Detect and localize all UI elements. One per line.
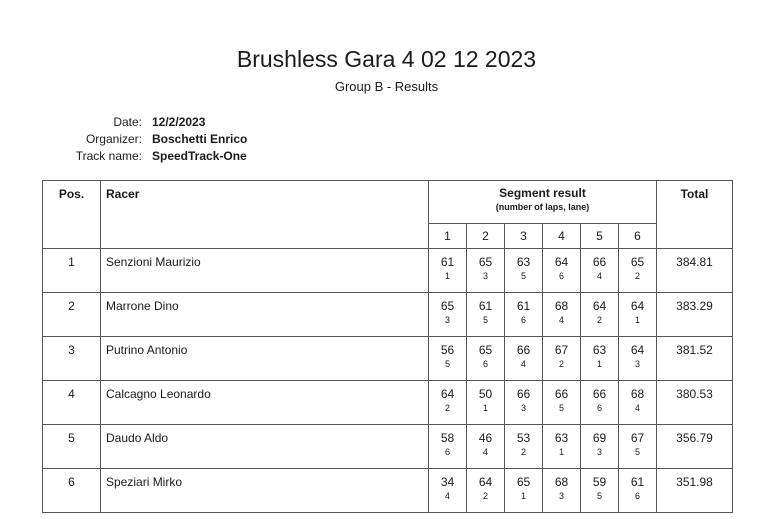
lane-value: 5: [596, 491, 602, 501]
segment-subtitle: (number of laps, lane): [495, 202, 590, 212]
segment-cell: [619, 337, 657, 381]
racer-name-cell: Calcagno Leonardo: [101, 381, 429, 425]
table-row: [43, 249, 733, 293]
segment-number-4: 4: [543, 224, 581, 249]
document-subtitle: Group B - Results: [334, 79, 439, 94]
laps-value: 46: [478, 431, 493, 445]
segment-cell: [543, 337, 581, 381]
segment-cell: [467, 381, 505, 425]
segment-cell: [467, 469, 505, 513]
segment-cell: [581, 337, 619, 381]
laps-value: 63: [592, 343, 607, 357]
segment-cell: [619, 381, 657, 425]
lane-value: 3: [634, 359, 640, 369]
lane-value: 2: [482, 491, 488, 501]
lane-value: 4: [558, 315, 564, 325]
segment-cell: [429, 381, 467, 425]
lane-value: 5: [634, 447, 640, 457]
position-cell: 4: [43, 381, 101, 425]
segment-cell: [581, 381, 619, 425]
segment-cell: [505, 249, 543, 293]
laps-value: 66: [554, 387, 569, 401]
laps-value: 58: [440, 431, 455, 445]
racer-name-cell: Putrino Antonio: [101, 337, 429, 381]
segment-cell: [429, 293, 467, 337]
laps-value: 68: [554, 475, 569, 489]
lane-value: 4: [444, 491, 450, 501]
segment-cell: [429, 469, 467, 513]
laps-value: 66: [516, 387, 531, 401]
lane-value: 5: [444, 359, 450, 369]
segment-title: Segment result: [499, 186, 586, 200]
segment-cell: [581, 293, 619, 337]
total-cell: 384.81: [657, 249, 733, 293]
lane-value: 3: [444, 315, 450, 325]
racer-name-cell: Daudo Aldo: [101, 425, 429, 469]
lane-value: 1: [520, 491, 526, 501]
laps-value: 66: [592, 255, 607, 269]
organizer-label: Organizer:: [85, 132, 142, 146]
laps-value: 63: [516, 255, 531, 269]
laps-value: 64: [630, 343, 645, 357]
track-name-label: Track name:: [75, 149, 142, 163]
date-label: Date:: [113, 115, 142, 129]
laps-value: 68: [630, 387, 645, 401]
lane-value: 2: [634, 271, 640, 281]
table-row: [43, 425, 733, 469]
laps-value: 64: [554, 255, 569, 269]
laps-value: 65: [478, 343, 493, 357]
segment-cell: [581, 425, 619, 469]
segment-cell: [467, 249, 505, 293]
lane-value: 4: [634, 403, 640, 413]
segment-cell: [467, 425, 505, 469]
header-row: [43, 181, 733, 224]
segment-cell: [467, 337, 505, 381]
lane-value: 1: [558, 447, 564, 457]
position-cell: 6: [43, 469, 101, 513]
segment-cell: [505, 381, 543, 425]
meta-row-organizer: [40, 131, 247, 148]
segment-cell: [543, 249, 581, 293]
laps-value: 61: [516, 299, 531, 313]
laps-value: 53: [516, 431, 531, 445]
track-name-value: SpeedTrack-One: [152, 149, 247, 163]
document-title: Brushless Gara 4 02 12 2023: [236, 46, 537, 72]
segment-cell: [581, 249, 619, 293]
racer-name-cell: Speziari Mirko: [101, 469, 429, 513]
lane-value: 2: [520, 447, 526, 457]
laps-value: 64: [478, 475, 493, 489]
laps-value: 59: [592, 475, 607, 489]
laps-value: 64: [592, 299, 607, 313]
organizer-value: Boschetti Enrico: [152, 132, 248, 146]
laps-value: 65: [516, 475, 531, 489]
lane-value: 4: [482, 447, 488, 457]
lane-value: 3: [520, 403, 526, 413]
lane-value: 4: [596, 271, 602, 281]
segment-cell: [543, 469, 581, 513]
segment-number-3: 3: [505, 224, 543, 249]
laps-value: 61: [478, 299, 493, 313]
lane-value: 5: [520, 271, 526, 281]
meta-row-date: [40, 114, 247, 131]
total-cell: 356.79: [657, 425, 733, 469]
table-row: [43, 293, 733, 337]
laps-value: 67: [630, 431, 645, 445]
laps-value: 61: [630, 475, 645, 489]
lane-value: 2: [558, 359, 564, 369]
laps-value: 66: [516, 343, 531, 357]
lane-value: 2: [444, 403, 450, 413]
lane-value: 6: [634, 491, 640, 501]
lane-value: 4: [520, 359, 526, 369]
segment-cell: [619, 469, 657, 513]
total-cell: 351.98: [657, 469, 733, 513]
laps-value: 66: [592, 387, 607, 401]
segment-number-6: 6: [619, 224, 657, 249]
laps-value: 50: [478, 387, 493, 401]
table-row: [43, 381, 733, 425]
laps-value: 69: [592, 431, 607, 445]
table-row: [43, 337, 733, 381]
segment-cell: [619, 425, 657, 469]
lane-value: 2: [596, 315, 602, 325]
lane-value: 6: [596, 403, 602, 413]
laps-value: 65: [440, 299, 455, 313]
segment-cell: [505, 293, 543, 337]
lane-value: 1: [482, 403, 488, 413]
total-cell: 383.29: [657, 293, 733, 337]
segment-cell: [505, 469, 543, 513]
segment-number-1: 1: [429, 224, 467, 249]
lane-value: 3: [558, 491, 564, 501]
header-pos: Pos.: [43, 181, 101, 249]
position-cell: 5: [43, 425, 101, 469]
laps-value: 61: [440, 255, 455, 269]
lane-value: 6: [520, 315, 526, 325]
laps-value: 64: [630, 299, 645, 313]
segment-cell: [543, 425, 581, 469]
lane-value: 3: [482, 271, 488, 281]
lane-value: 5: [558, 403, 564, 413]
header-racer: Racer: [101, 181, 429, 249]
segment-cell: [543, 293, 581, 337]
lane-value: 5: [482, 315, 488, 325]
laps-value: 65: [630, 255, 645, 269]
lane-value: 1: [634, 315, 640, 325]
laps-value: 65: [478, 255, 493, 269]
total-cell: 381.52: [657, 337, 733, 381]
results-body: [43, 249, 733, 513]
laps-value: 67: [554, 343, 569, 357]
lane-value: 3: [596, 447, 602, 457]
total-cell: 380.53: [657, 381, 733, 425]
header-segment-result: [429, 181, 657, 224]
segment-cell: [505, 425, 543, 469]
position-cell: 3: [43, 337, 101, 381]
lane-value: 6: [482, 359, 488, 369]
laps-value: 34: [440, 475, 455, 489]
date-value: 12/2/2023: [152, 115, 206, 129]
position-cell: 1: [43, 249, 101, 293]
position-cell: 2: [43, 293, 101, 337]
results-table: [42, 180, 733, 513]
header-total: Total: [657, 181, 733, 249]
laps-value: 64: [440, 387, 455, 401]
segment-cell: [581, 469, 619, 513]
segment-cell: [429, 249, 467, 293]
lane-value: 1: [596, 359, 602, 369]
meta-row-track: [40, 148, 247, 165]
table-row: [43, 469, 733, 513]
segment-number-2: 2: [467, 224, 505, 249]
laps-value: 56: [440, 343, 455, 357]
racer-name-cell: Marrone Dino: [101, 293, 429, 337]
laps-value: 68: [554, 299, 569, 313]
segment-cell: [505, 337, 543, 381]
segment-cell: [429, 337, 467, 381]
segment-cell: [429, 425, 467, 469]
segment-cell: [619, 293, 657, 337]
segment-cell: [619, 249, 657, 293]
segment-cell: [467, 293, 505, 337]
laps-value: 63: [554, 431, 569, 445]
race-info: [40, 114, 247, 165]
lane-value: 6: [558, 271, 564, 281]
lane-value: 1: [444, 271, 450, 281]
segment-number-5: 5: [581, 224, 619, 249]
lane-value: 6: [444, 447, 450, 457]
racer-name-cell: Senzioni Maurizio: [101, 249, 429, 293]
segment-cell: [543, 381, 581, 425]
